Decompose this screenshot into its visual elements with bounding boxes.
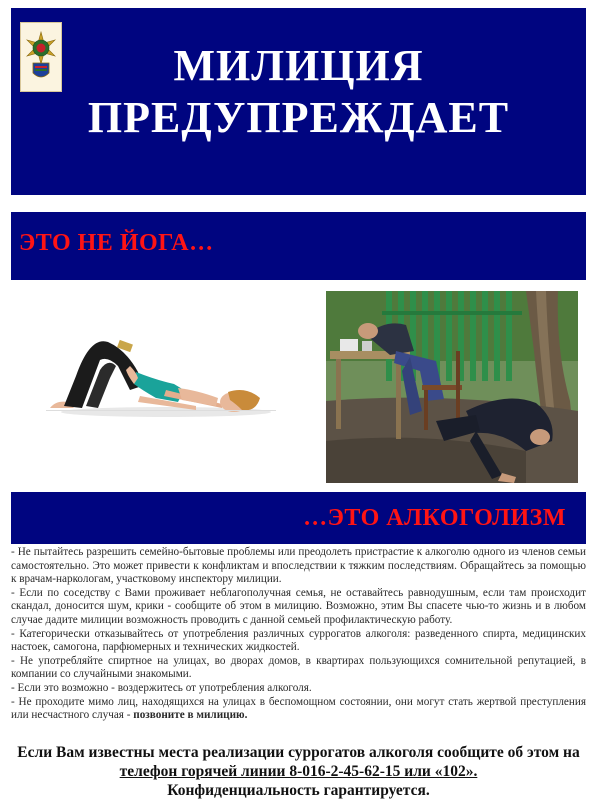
advice-last-text: - Не проходите мимо лиц, находящихся на улицах в беспомощном состоянии, они могут стать жертвой преступления или несчастного случая -: [11, 695, 586, 722]
advice-paragraph: - Не пытайтесь разрешить семейно-бытовые проблемы или преодолеть пристрастие к алкоголю одного из членов семьи самостоятельно. Это может привести к конфликтам и впоследствии к тяжким последствиям. Обращайтесь за помощью к врачам-наркологам, участковому инспектору милиции.: [11, 546, 586, 586]
hotline-phone: телефон горячей линии 8-016-2-45-62-15 или «102».: [119, 763, 478, 780]
advice-paragraph-last: [11, 696, 586, 723]
footer-line-1: Если Вам известны места реализации суррогатов алкоголя сообщите об этом на: [17, 744, 580, 761]
advice-paragraph: - Если по соседству с Вами проживает неблагополучная семья, не оставайтесь равнодушным, если там происходит скандал, доносится шум, крики - сообщите об этом в милицию. Возможно, этим Вы спасете чью-то жизнь и в любом случае дадите милиции возможность проводить с данной семьей профилактическую работу.: [11, 586, 586, 626]
page-title: [11, 40, 586, 144]
alcoholism-band: [11, 492, 586, 544]
drunk-people-photo: [326, 291, 578, 483]
hotline-footer: [11, 743, 586, 800]
title-line-2: ПРЕДУПРЕЖДАЕТ: [87, 93, 510, 142]
confidentiality-note: Конфиденциальность гарантируется.: [167, 782, 430, 799]
advice-paragraph: - Не употребляйте спиртное на улицах, во дворах домов, в квартирах пользующихся сомнительной репутацией, в компании со случайными знакомыми.: [11, 654, 586, 681]
advice-text: [11, 546, 586, 723]
yoga-photo: [46, 328, 276, 423]
not-yoga-heading: ЭТО НЕ ЙОГА…: [19, 230, 214, 256]
advice-paragraph: - Категорически отказывайтесь от употребления различных суррогатов алкоголя: разведенного спирта, медицинских настоек, самогона, парфюмерных и технических жидкостей.: [11, 627, 586, 654]
header-banner: [11, 8, 586, 195]
call-police-emphasis: позвоните в милицию.: [133, 709, 248, 722]
advice-paragraph: - Если это возможно - воздержитесь от употребления алкоголя.: [11, 681, 312, 694]
title-line-1: МИЛИЦИЯ: [173, 41, 424, 90]
not-yoga-band: [11, 212, 586, 280]
alcoholism-heading: …ЭТО АЛКОГОЛИЗМ: [303, 505, 566, 531]
